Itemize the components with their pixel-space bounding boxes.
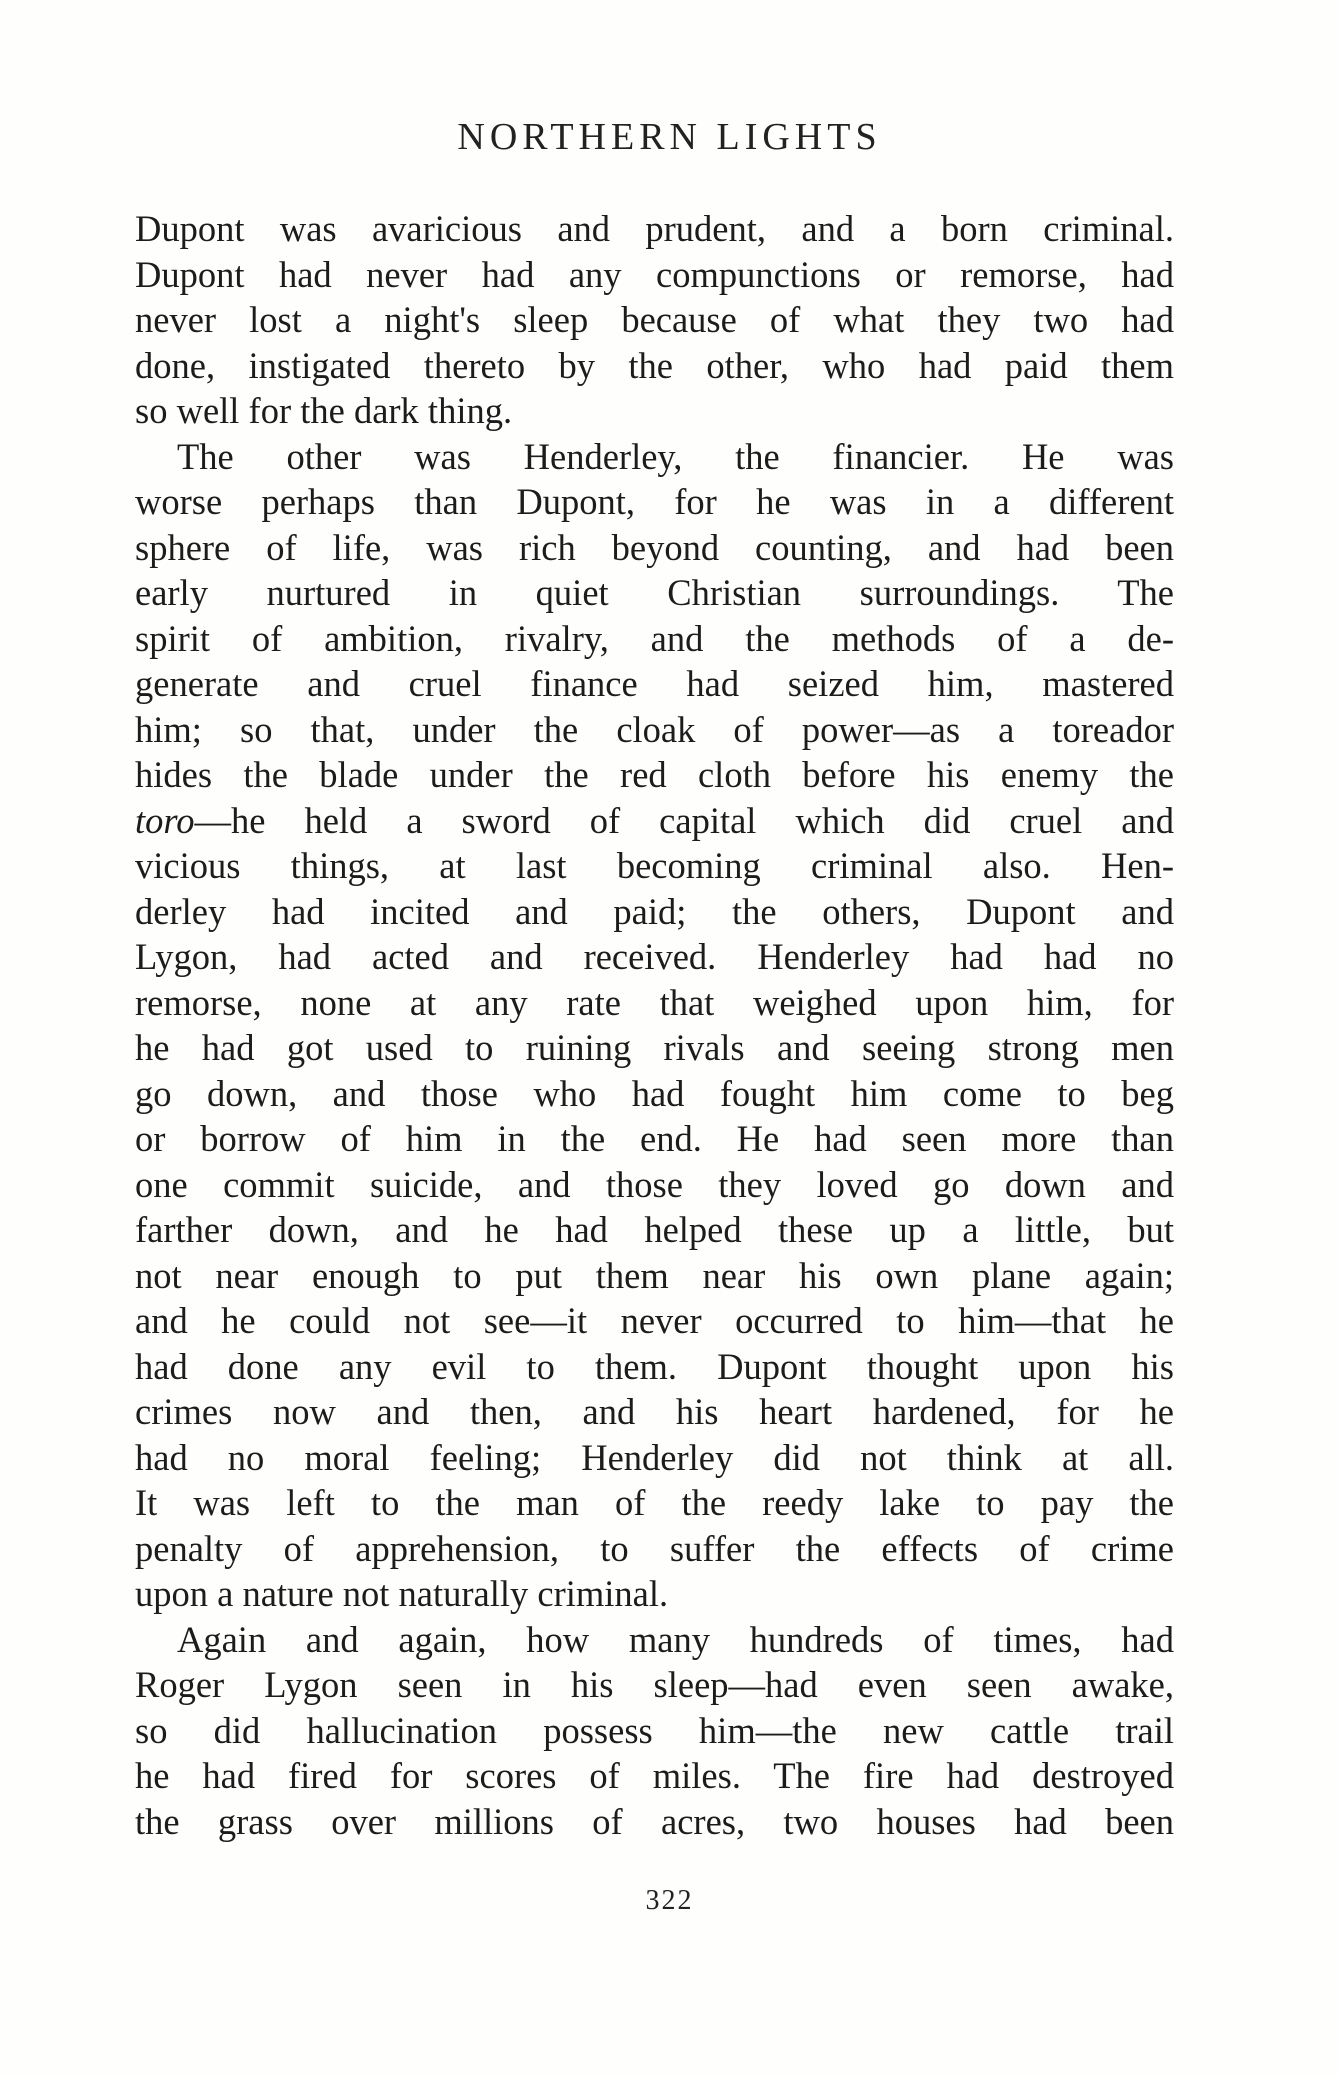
- text-line: [135, 388, 1174, 434]
- text-line: [135, 661, 1174, 707]
- text-line: [135, 1025, 1174, 1071]
- text-line: [135, 252, 1174, 298]
- text-line: [135, 1708, 1174, 1754]
- text-line: [135, 1435, 1174, 1481]
- line-text: not near enough to put them near his own plane again;: [135, 1254, 1174, 1296]
- text-line: [135, 297, 1174, 343]
- line-text: —he held a sword of capital which did cruel and: [194, 799, 1174, 841]
- line-text: crimes now and then, and his heart hardened, for he: [135, 1391, 1174, 1432]
- running-head: NORTHERN LIGHTS: [457, 116, 882, 158]
- text-line: [135, 1162, 1174, 1208]
- text-line: [135, 1344, 1174, 1390]
- text-line: [135, 616, 1174, 662]
- line-text: early nurtured in quiet Christian surroundings. The: [135, 572, 1174, 613]
- text-line: [135, 752, 1174, 798]
- line-text: upon a nature not naturally criminal.: [135, 1573, 669, 1614]
- line-text: and he could not see—it never occurred to him—that he: [135, 1300, 1174, 1341]
- line-text: had done any evil to them. Dupont thought upon his: [135, 1345, 1174, 1387]
- text-line: [135, 525, 1174, 571]
- line-text: worse perhaps than Dupont, for he was in a different: [135, 481, 1174, 522]
- line-text: Lygon, had acted and received. Henderley had had no: [135, 936, 1174, 977]
- text-line: [135, 1298, 1174, 1344]
- text-line: [135, 1799, 1174, 1845]
- line-text: sphere of life, was rich beyond counting, and had been: [135, 526, 1174, 568]
- line-text: hides the blade under the red cloth before his enemy the: [135, 754, 1174, 795]
- text-line: [135, 1071, 1174, 1117]
- body-text: [135, 206, 1174, 1844]
- italic-word: toro: [135, 799, 195, 841]
- text-line: [135, 1662, 1174, 1708]
- text-line: [135, 1207, 1174, 1253]
- text-line: [135, 843, 1174, 889]
- line-text: one commit suicide, and those they loved go down and: [135, 1163, 1174, 1205]
- text-line: [135, 1526, 1174, 1572]
- line-text: he had fired for scores of miles. The fire had destroyed: [135, 1755, 1174, 1796]
- line-text: generate and cruel finance had seized him, mastered: [135, 663, 1174, 704]
- text-line: [135, 798, 1174, 844]
- text-line: [135, 434, 1174, 480]
- line-text: he had got used to ruining rivals and seeing strong men: [135, 1027, 1174, 1068]
- line-text: so well for the dark thing.: [135, 390, 513, 431]
- text-line: [135, 1116, 1174, 1162]
- line-text: him; so that, under the cloak of power—as a toreador: [135, 708, 1174, 750]
- line-text: the grass over millions of acres, two houses had been: [135, 1800, 1174, 1842]
- text-line: [135, 343, 1174, 389]
- line-text: Dupont had never had any compunctions or remorse, had: [135, 253, 1174, 295]
- text-line: [135, 206, 1174, 252]
- line-text: Dupont was avaricious and prudent, and a born criminal.: [135, 208, 1174, 249]
- line-text: never lost a night's sleep because of what they two had: [135, 299, 1174, 340]
- line-text: or borrow of him in the end. He had seen more than: [135, 1118, 1174, 1159]
- line-text: so did hallucination possess him—the new cattle trail: [135, 1709, 1174, 1751]
- text-line: [135, 1571, 1174, 1617]
- line-text: vicious things, at last becoming criminal also. Hen-: [135, 845, 1174, 886]
- line-text: It was left to the man of the reedy lake to pay the: [135, 1482, 1174, 1523]
- line-text: penalty of apprehension, to suffer the effects of crime: [135, 1527, 1174, 1569]
- text-line: [135, 1480, 1174, 1526]
- text-line: [135, 889, 1174, 935]
- text-line: [135, 934, 1174, 980]
- text-line: [135, 479, 1174, 525]
- text-line: [135, 1389, 1174, 1435]
- text-line: [135, 1253, 1174, 1299]
- text-line: [135, 1617, 1174, 1663]
- line-text: derley had incited and paid; the others, Dupont and: [135, 890, 1174, 932]
- line-text: Again and again, how many hundreds of times, had: [177, 1618, 1174, 1660]
- text-line: [135, 980, 1174, 1026]
- text-line: [135, 707, 1174, 753]
- line-text: remorse, none at any rate that weighed upon him, for: [135, 981, 1174, 1023]
- text-line: [135, 1753, 1174, 1799]
- line-text: done, instigated thereto by the other, who had paid them: [135, 344, 1174, 386]
- line-text: farther down, and he had helped these up a little, but: [135, 1209, 1174, 1250]
- page-number: 322: [645, 1885, 694, 1916]
- line-text: go down, and those who had fought him come to beg: [135, 1072, 1174, 1114]
- line-text: The other was Henderley, the financier. He was: [177, 435, 1174, 477]
- line-text: had no moral feeling; Henderley did not think at all.: [135, 1436, 1174, 1478]
- text-line: [135, 570, 1174, 616]
- line-text: Roger Lygon seen in his sleep—had even seen awake,: [135, 1664, 1174, 1705]
- line-text: spirit of ambition, rivalry, and the methods of a de-: [135, 617, 1174, 659]
